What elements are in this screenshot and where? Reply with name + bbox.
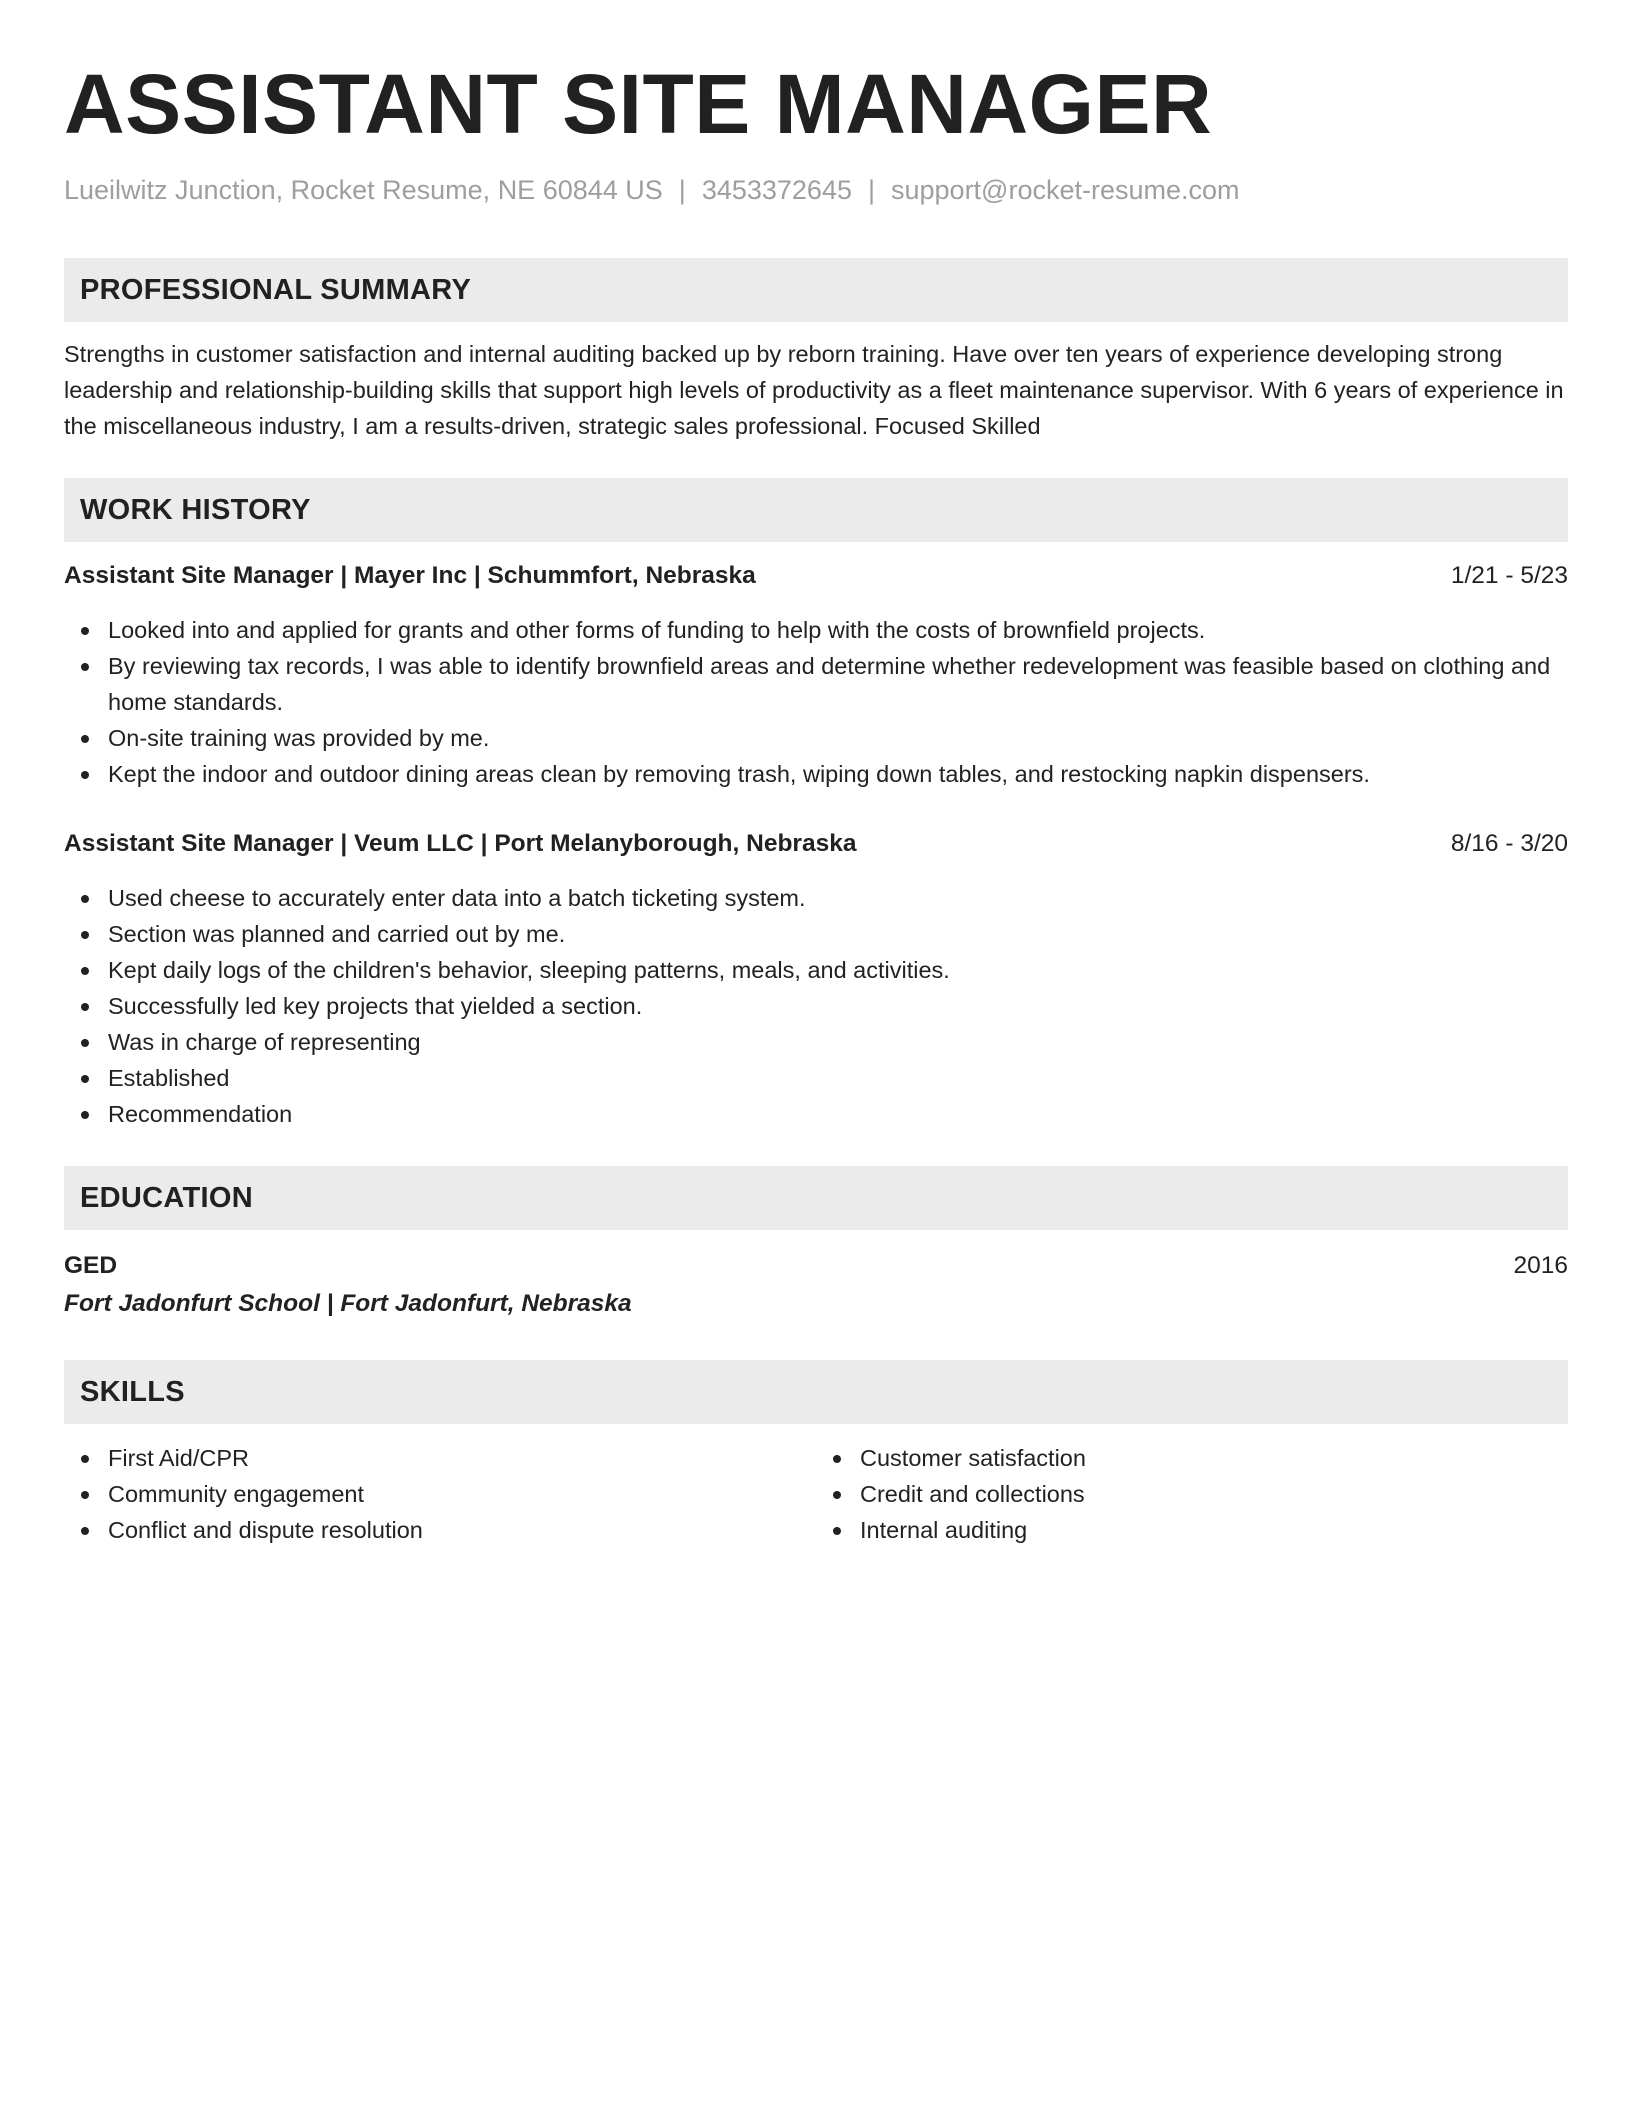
job-bullet: Recommendation xyxy=(64,1096,1568,1132)
education-entry xyxy=(64,1248,1568,1324)
job-bullet: Looked into and applied for grants and other forms of funding to help with the costs of brownfield projects. xyxy=(64,612,1568,648)
skills-column-left xyxy=(64,1440,816,1548)
skill-item: Community engagement xyxy=(64,1476,816,1512)
skill-item: Conflict and dispute resolution xyxy=(64,1512,816,1548)
skills-list xyxy=(64,1440,816,1548)
job-bullets xyxy=(64,880,1568,1132)
job-title-row xyxy=(64,558,1568,594)
job-bullet: Kept the indoor and outdoor dining areas clean by removing trash, wiping down tables, and restocking napkin dispensers. xyxy=(64,756,1568,792)
summary-text: Strengths in customer satisfaction and internal auditing backed up by reborn training. Have over ten years of experience developing strong leadership and relationship-building skills that support high levels of productivity as a fleet maintenance supervisor. With 6 years of experience in the miscellaneous industry, I am a results-driven, strategic sales professional. Focused Skilled xyxy=(64,341,1564,439)
resume-name: ASSISTANT SITE MANAGER xyxy=(64,57,1213,151)
job-dates: 1/21 - 5/23 xyxy=(1450,562,1568,589)
job-bullet: By reviewing tax records, I was able to identify brownfield areas and determine whether redevelopment was feasible based on clothing and home standards. xyxy=(64,648,1568,720)
contact-line xyxy=(64,172,1568,208)
job-title: Assistant Site Manager | Veum LLC | Port Melanyborough, Nebraska xyxy=(64,830,857,857)
skills-list xyxy=(816,1440,1568,1548)
skills-grid xyxy=(64,1440,1568,1548)
section-header-summary: PROFESSIONAL SUMMARY xyxy=(64,258,1568,322)
skill-item: Internal auditing xyxy=(816,1512,1568,1548)
section-header-work-history: WORK HISTORY xyxy=(64,478,1568,542)
contact-phone: 3453372645 xyxy=(701,175,852,205)
job-bullet: Established xyxy=(64,1060,1568,1096)
contact-separator: | xyxy=(678,175,686,205)
skill-item: Customer satisfaction xyxy=(816,1440,1568,1476)
skill-item: First Aid/CPR xyxy=(64,1440,816,1476)
education-school: Fort Jadonfurt School | Fort Jadonfurt, Nebraska xyxy=(64,1290,632,1317)
job-entry xyxy=(64,558,1568,792)
education-row xyxy=(64,1248,1568,1284)
section-header-education: EDUCATION xyxy=(64,1166,1568,1230)
section-header-skills: SKILLS xyxy=(64,1360,1568,1424)
job-entry xyxy=(64,826,1568,1132)
job-bullet: Successfully led key projects that yielded a section. xyxy=(64,988,1568,1024)
job-bullet: Section was planned and carried out by me. xyxy=(64,916,1568,952)
job-dates: 8/16 - 3/20 xyxy=(1450,830,1568,857)
job-bullet: Used cheese to accurately enter data into a batch ticketing system. xyxy=(64,880,1568,916)
contact-address: Lueilwitz Junction, Rocket Resume, NE 60844 US xyxy=(64,175,663,205)
job-bullet: Was in charge of representing xyxy=(64,1024,1568,1060)
job-bullet: Kept daily logs of the children's behavior, sleeping patterns, meals, and activities. xyxy=(64,952,1568,988)
skills-column-right xyxy=(816,1440,1568,1548)
job-bullet: On-site training was provided by me. xyxy=(64,720,1568,756)
skill-item: Credit and collections xyxy=(816,1476,1568,1512)
job-title: Assistant Site Manager | Mayer Inc | Schummfort, Nebraska xyxy=(64,562,756,589)
education-degree: GED xyxy=(64,1252,118,1279)
contact-separator: | xyxy=(867,175,875,205)
job-bullets xyxy=(64,612,1568,792)
contact-email: support@rocket-resume.com xyxy=(891,175,1240,205)
education-year: 2016 xyxy=(1513,1252,1568,1279)
job-title-row xyxy=(64,826,1568,862)
